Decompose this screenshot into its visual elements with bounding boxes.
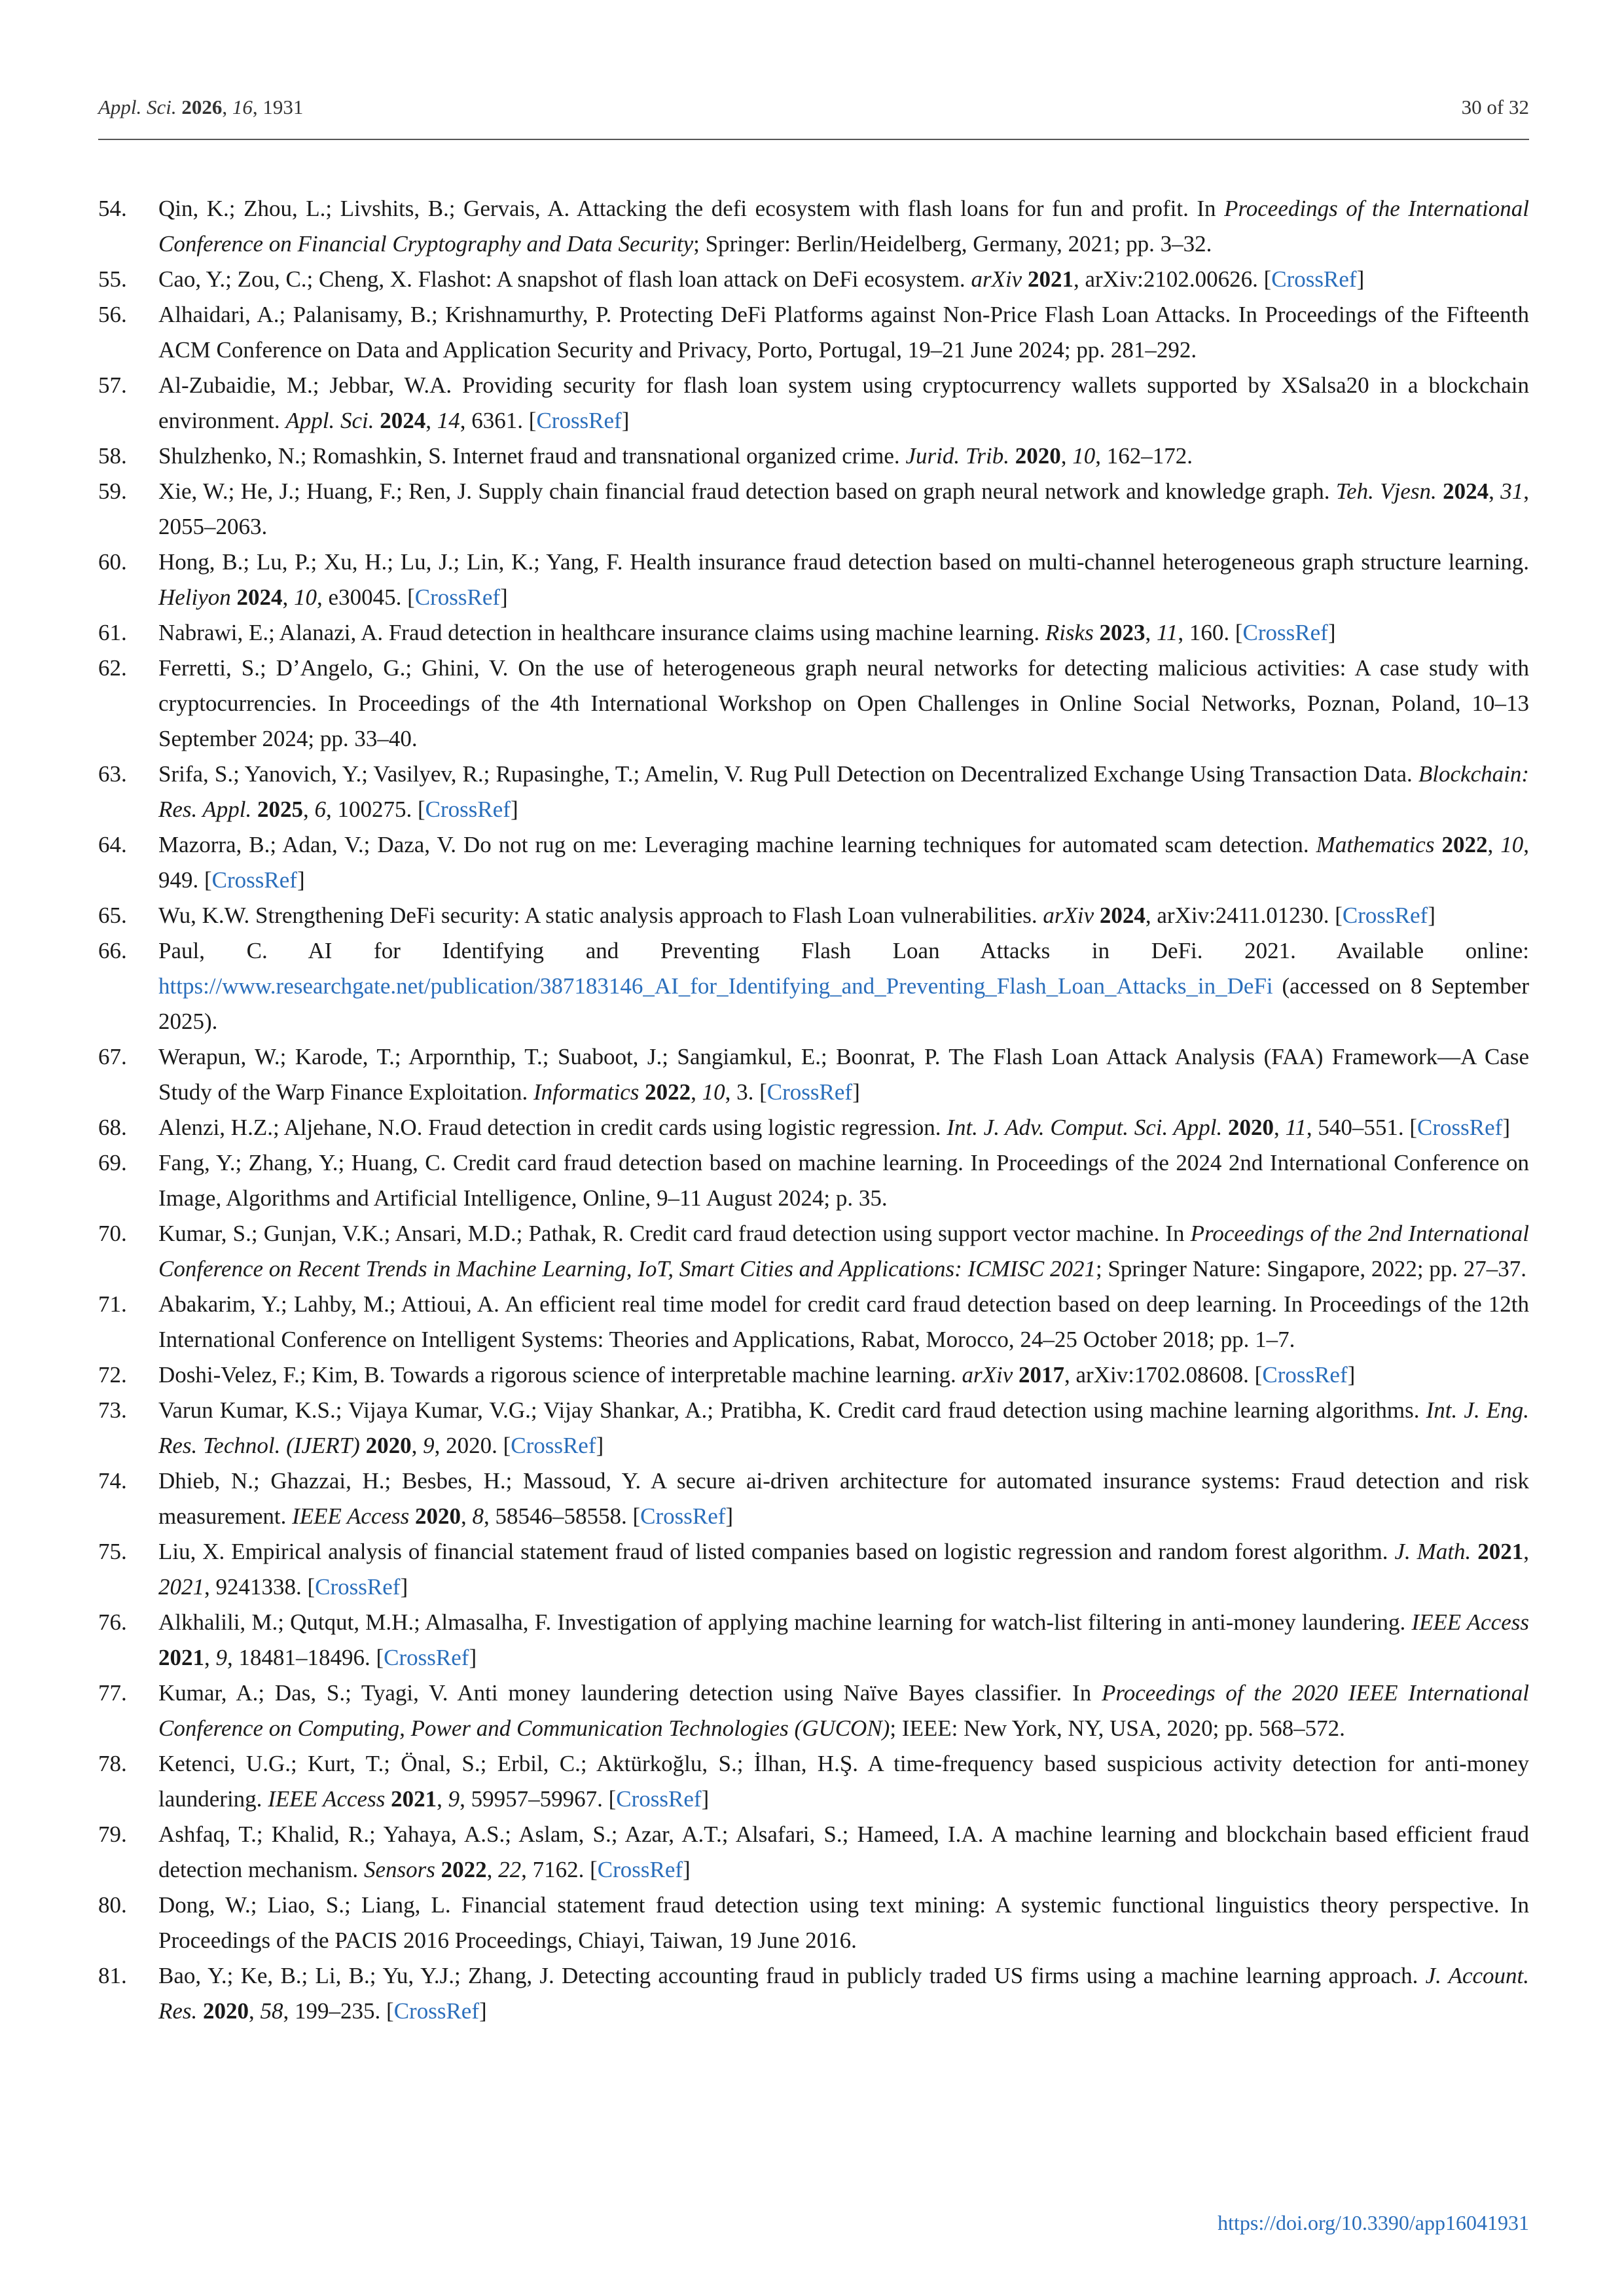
- reference-number: 58.: [98, 443, 127, 469]
- reference-item: [98, 1039, 1529, 1110]
- reference-link[interactable]: CrossRef: [393, 1998, 479, 2024]
- reference-text: ]: [701, 1786, 710, 1812]
- reference-link[interactable]: CrossRef: [511, 1433, 596, 1458]
- reference-italic-text: Blockchain: Res. Appl.: [158, 761, 1529, 822]
- reference-year: 2020: [414, 1503, 461, 1529]
- reference-item: [98, 439, 1529, 474]
- reference-year: 2021: [391, 1786, 437, 1812]
- reference-text: Cao, Y.; Zou, C.; Cheng, X. Flashot: A snapshot of flash loan attack on DeFi ecosystem.: [158, 266, 971, 292]
- reference-number: 76.: [98, 1609, 127, 1635]
- reference-text: [1022, 266, 1028, 292]
- reference-text: Ferretti, S.; D’Angelo, G.; Ghini, V. On the use of heterogeneous graph neural networks for detecting malicious activities: A case study with cryptocurrencies. In Proceedings of the 4th International Workshop on Open Challenges in Online Social Networks, Poznan, Poland, 10–13 September 2024; pp. 33–40.: [158, 655, 1529, 751]
- reference-text: , 540–551. [: [1306, 1115, 1418, 1140]
- reference-text: ]: [400, 1574, 408, 1600]
- reference-text: [1094, 903, 1100, 928]
- reference-item: [98, 1357, 1529, 1393]
- reference-text: [435, 1857, 441, 1882]
- reference-italic-text: Proceedings of the 2020 IEEE International Conference on Computing, Power and Communication Technologies (GUCON): [158, 1680, 1529, 1741]
- reference-text: ]: [1327, 620, 1336, 645]
- reference-year: 2022: [1441, 832, 1488, 857]
- reference-text: ]: [725, 1503, 734, 1529]
- reference-year: 2021: [158, 1645, 204, 1670]
- reference-italic-text: Int. J. Adv. Comput. Sci. Appl.: [947, 1115, 1223, 1140]
- reference-text: ]: [500, 584, 508, 610]
- reference-item: [98, 1393, 1529, 1463]
- reference-text: Al-Zubaidie, M.; Jebbar, W.A. Providing security for flash loan system using cryptocurrency wallets supported by XSalsa20 in a blockchain environment.: [158, 372, 1529, 433]
- reference-item: [98, 1817, 1529, 1888]
- reference-text: ,: [486, 1857, 499, 1882]
- reference-text: ,: [1273, 1115, 1286, 1140]
- reference-text: Ashfaq, T.; Khalid, R.; Yahaya, A.S.; Aslam, S.; Azar, A.T.; Alsafari, S.; Hameed, I.A. A machine learning and blockchain based efficient fraud detection mechanism.: [158, 1821, 1529, 1882]
- reference-italic-text: arXiv: [1043, 903, 1094, 928]
- reference-year: 2020: [365, 1433, 412, 1458]
- reference-item: [98, 615, 1529, 651]
- reference-text: , arXiv:1702.08608. [: [1064, 1362, 1263, 1388]
- reference-year: 2020: [1227, 1115, 1274, 1140]
- reference-italic-text: J. Math.: [1394, 1539, 1471, 1564]
- reference-number: 65.: [98, 903, 127, 928]
- reference-text: ,: [691, 1079, 702, 1105]
- reference-italic-text: IEEE Access: [1411, 1609, 1529, 1635]
- reference-number: 75.: [98, 1539, 127, 1564]
- reference-text: , 100275. [: [326, 797, 425, 822]
- reference-link[interactable]: CrossRef: [536, 408, 622, 433]
- reference-text: [360, 1433, 366, 1458]
- reference-link[interactable]: CrossRef: [767, 1079, 853, 1105]
- reference-text: [1434, 832, 1441, 857]
- reference-italic-text: 9: [215, 1645, 227, 1670]
- reference-text: Dong, W.; Liao, S.; Liang, L. Financial statement fraud detection using text mining: A systemic functional linguistics theory perspective. In Proceedings of the PACIS 2016 Proceedings, Chiayi, Taiwan, 19 June 2016.: [158, 1892, 1529, 1953]
- reference-text: , arXiv:2102.00626. [: [1073, 266, 1272, 292]
- reference-italic-text: 14: [437, 408, 460, 433]
- reference-link[interactable]: https://www.researchgate.net/publication/387183146_AI_for_Identifying_and_Preventing_Flash_Loan_Attacks_in_DeFi: [158, 973, 1273, 999]
- reference-link[interactable]: CrossRef: [1262, 1362, 1348, 1388]
- reference-text: Kumar, A.; Das, S.; Tyagi, V. Anti money laundering detection using Naïve Bayes classifier. In: [158, 1680, 1102, 1706]
- reference-text: , 9241338. [: [204, 1574, 316, 1600]
- reference-number: 69.: [98, 1150, 127, 1175]
- reference-italic-text: 2021: [158, 1574, 204, 1600]
- reference-italic-text: 22: [498, 1857, 522, 1882]
- reference-text: , 58546–58558. [: [483, 1503, 641, 1529]
- reference-link[interactable]: CrossRef: [414, 584, 501, 610]
- reference-number: 56.: [98, 302, 127, 327]
- reference-item: [98, 933, 1529, 1039]
- reference-text: Varun Kumar, K.S.; Vijaya Kumar, V.G.; Vijay Shankar, A.; Pratibha, K. Credit card fraud detection using machine learning algorithms.: [158, 1397, 1426, 1423]
- reference-text: ,: [411, 1433, 424, 1458]
- reference-text: ,: [425, 408, 437, 433]
- reference-italic-text: 10: [1500, 832, 1524, 857]
- reference-text: Xie, W.; He, J.; Huang, F.; Ren, J. Supply chain financial fraud detection based on graph neural network and knowledge graph.: [158, 478, 1336, 504]
- reference-italic-text: 10: [294, 584, 317, 610]
- reference-italic-text: 9: [448, 1786, 460, 1812]
- reference-italic-text: 58: [260, 1998, 283, 2024]
- reference-item: [98, 1216, 1529, 1287]
- reference-text: , 6361. [: [460, 408, 537, 433]
- reference-item: [98, 1958, 1529, 2029]
- reference-link[interactable]: CrossRef: [315, 1574, 401, 1600]
- reference-text: Fang, Y.; Zhang, Y.; Huang, C. Credit card fraud detection based on machine learning. In Proceedings of the 2024 2nd International Conference on Image, Algorithms and Artificial Intelligence, Online, 9–11 August 2024; p. 35.: [158, 1150, 1529, 1211]
- reference-text: Alenzi, H.Z.; Aljehane, N.O. Fraud detection in credit cards using logistic regression.: [158, 1115, 947, 1140]
- reference-item: [98, 1676, 1529, 1746]
- reference-text: Nabrawi, E.; Alanazi, A. Fraud detection in healthcare insurance claims using machine learning.: [158, 620, 1045, 645]
- reference-link[interactable]: CrossRef: [1417, 1115, 1503, 1140]
- reference-text: ,: [1487, 832, 1501, 857]
- reference-link[interactable]: CrossRef: [1271, 266, 1357, 292]
- reference-year: 2024: [236, 584, 283, 610]
- reference-text: ]: [469, 1645, 477, 1670]
- reference-number: 80.: [98, 1892, 127, 1918]
- reference-link[interactable]: CrossRef: [1242, 620, 1328, 645]
- reference-text: ,: [1060, 443, 1073, 469]
- reference-number: 59.: [98, 478, 127, 504]
- reference-item: [98, 651, 1529, 757]
- reference-item: [98, 898, 1529, 933]
- reference-text: ]: [1502, 1115, 1510, 1140]
- reference-text: Werapun, W.; Karode, T.; Arpornthip, T.; Suaboot, J.; Sangiamkul, E.; Boonrat, P. The Flash Loan Attack Analysis (FAA) Framework—A Case Study of the Warp Finance Exploitation.: [158, 1044, 1529, 1105]
- reference-text: [1437, 478, 1443, 504]
- reference-number: 55.: [98, 266, 127, 292]
- reference-text: , 2020. [: [434, 1433, 511, 1458]
- reference-italic-text: Proceedings of the International Conference on Financial Cryptography and Data Security: [158, 196, 1530, 257]
- reference-number: 70.: [98, 1221, 127, 1246]
- reference-item: [98, 1463, 1529, 1534]
- reference-text: [1222, 1115, 1228, 1140]
- reference-text: ]: [1428, 903, 1435, 928]
- reference-link[interactable]: CrossRef: [1342, 903, 1428, 928]
- reference-number: 79.: [98, 1821, 127, 1847]
- reference-text: Srifa, S.; Yanovich, Y.; Vasilyev, R.; Rupasinghe, T.; Amelin, V. Rug Pull Detection on Decentralized Exchange Using Transaction Data.: [158, 761, 1418, 787]
- reference-text: ,: [437, 1786, 448, 1812]
- reference-text: Shulzhenko, N.; Romashkin, S. Internet fraud and transnational organized crime.: [158, 443, 906, 469]
- reference-text: [1009, 443, 1015, 469]
- reference-item: [98, 368, 1529, 439]
- reference-text: ,: [303, 797, 315, 822]
- reference-link[interactable]: CrossRef: [425, 797, 511, 822]
- reference-year: 2023: [1099, 620, 1146, 645]
- reference-number: 57.: [98, 372, 127, 398]
- reference-text: , 7162. [: [521, 1857, 598, 1882]
- reference-italic-text: 11: [1156, 620, 1178, 645]
- reference-text: Liu, X. Empirical analysis of financial statement fraud of listed companies based on logistic regression and random forest algorithm.: [158, 1539, 1395, 1564]
- reference-text: Mazorra, B.; Adan, V.; Daza, V. Do not rug on me: Leveraging machine learning techniques for automated scam detection.: [158, 832, 1316, 857]
- reference-year: 2024: [1443, 478, 1489, 504]
- reference-number: 62.: [98, 655, 127, 681]
- reference-item: [98, 1110, 1529, 1145]
- reference-text: ,: [460, 1503, 473, 1529]
- reference-item: [98, 1888, 1529, 1958]
- journal-year: 2026: [181, 96, 223, 118]
- reference-text: ]: [1347, 1362, 1356, 1388]
- reference-text: ,: [249, 1998, 261, 2024]
- reference-link[interactable]: CrossRef: [211, 867, 297, 893]
- reference-text: , 3. [: [725, 1079, 767, 1105]
- reference-number: 74.: [98, 1468, 127, 1494]
- reference-italic-text: 11: [1285, 1115, 1307, 1140]
- reference-italic-text: arXiv: [962, 1362, 1013, 1388]
- reference-text: [1013, 1362, 1019, 1388]
- reference-text: [385, 1786, 391, 1812]
- reference-number: 72.: [98, 1362, 127, 1388]
- reference-item: [98, 191, 1529, 262]
- reference-item: [98, 1746, 1529, 1817]
- reference-number: 77.: [98, 1680, 127, 1706]
- reference-italic-text: Proceedings of the 2nd International Conference on Recent Trends in Machine Learning, IoT, Smart Cities and Applications: ICMISC 2021: [158, 1221, 1530, 1282]
- reference-text: ,: [1523, 1539, 1529, 1564]
- reference-number: 54.: [98, 196, 127, 221]
- reference-italic-text: 31: [1500, 478, 1524, 504]
- reference-text: [639, 1079, 645, 1105]
- reference-italic-text: IEEE Access: [292, 1503, 410, 1529]
- reference-link[interactable]: CrossRef: [384, 1645, 469, 1670]
- reference-text: , 160. [: [1178, 620, 1243, 645]
- reference-number: 73.: [98, 1397, 127, 1423]
- reference-number: 71.: [98, 1291, 127, 1317]
- reference-text: ]: [596, 1433, 604, 1458]
- doi-link[interactable]: https://doi.org/10.3390/app16041931: [1218, 2211, 1529, 2234]
- reference-year: 2020: [203, 1998, 249, 2024]
- reference-text: , 2055–2063.: [158, 478, 1530, 539]
- reference-italic-text: Sensors: [363, 1857, 435, 1882]
- reference-text: , 949. [: [158, 832, 1530, 893]
- reference-number: 81.: [98, 1963, 127, 1988]
- reference-number: 61.: [98, 620, 127, 645]
- reference-text: Hong, B.; Lu, P.; Xu, H.; Lu, J.; Lin, K.; Yang, F. Health insurance fraud detection based on multi-channel heterogeneous graph structure learning.: [158, 549, 1529, 575]
- reference-item: [98, 1145, 1529, 1216]
- reference-text: ,: [204, 1645, 216, 1670]
- reference-text: ]: [478, 1998, 487, 2024]
- reference-text: ]: [297, 867, 305, 893]
- reference-year: 2025: [257, 797, 304, 822]
- reference-year: 2024: [380, 408, 426, 433]
- reference-text: , e30045. [: [317, 584, 415, 610]
- reference-text: Kumar, S.; Gunjan, V.K.; Ansari, M.D.; Pathak, R. Credit card fraud detection using support vector machine. In: [158, 1221, 1191, 1246]
- reference-item: [98, 262, 1529, 297]
- reference-text: ; Springer Nature: Singapore, 2022; pp. 27–37.: [1095, 1256, 1527, 1282]
- reference-italic-text: 10: [702, 1079, 725, 1105]
- reference-italic-text: Heliyon: [158, 584, 231, 610]
- header-divider: [98, 139, 1529, 140]
- reference-text: ]: [683, 1857, 691, 1882]
- reference-text: ,: [1145, 620, 1157, 645]
- reference-italic-text: Int. J. Eng. Res. Technol. (IJERT): [158, 1397, 1529, 1458]
- reference-text: ]: [621, 408, 630, 433]
- reference-number: 78.: [98, 1751, 127, 1776]
- reference-text: , arXiv:2411.01230. [: [1145, 903, 1343, 928]
- reference-item: [98, 757, 1529, 827]
- reference-italic-text: 6: [314, 797, 327, 822]
- reference-italic-text: 10: [1072, 443, 1096, 469]
- reference-item: [98, 474, 1529, 545]
- reference-text: ,: [1489, 478, 1501, 504]
- reference-number: 67.: [98, 1044, 127, 1069]
- reference-year: 2017: [1019, 1362, 1065, 1388]
- reference-text: ; IEEE: New York, NY, USA, 2020; pp. 568–572.: [890, 1715, 1345, 1741]
- reference-text: Alhaidari, A.; Palanisamy, B.; Krishnamurthy, P. Protecting DeFi Platforms against Non-Price Flash Loan Attacks. In Proceedings of the Fifteenth ACM Conference on Data and Application Security and Privacy, Porto, Portugal, 19–21 June 2024; pp. 281–292.: [158, 302, 1529, 363]
- reference-link[interactable]: CrossRef: [640, 1503, 726, 1529]
- reference-italic-text: IEEE Access: [268, 1786, 386, 1812]
- reference-text: , 59957–59967. [: [460, 1786, 617, 1812]
- journal-volume: 16: [232, 96, 253, 118]
- reference-text: Alkhalili, M.; Qutqut, M.H.; Almasalha, F. Investigation of applying machine learning for watch-list filtering in anti-money laundering.: [158, 1609, 1412, 1635]
- reference-italic-text: Informatics: [533, 1079, 640, 1105]
- reference-text: [409, 1503, 415, 1529]
- reference-text: Abakarim, Y.; Lahby, M.; Attioui, A. An efficient real time model for credit card fraud detection based on deep learning. In Proceedings of the 12th International Conference on Intelligent Systems: Theories and Applications, Rabat, Morocco, 24–25 October 2018; pp. 1–7.: [158, 1291, 1529, 1352]
- reference-number: 66.: [98, 938, 127, 963]
- page-header: [98, 92, 1529, 124]
- reference-text: ]: [852, 1079, 860, 1105]
- reference-italic-text: Appl. Sci.: [285, 408, 374, 433]
- page-number: 30 of 32: [1461, 96, 1529, 118]
- reference-text: , 199–235. [: [283, 1998, 394, 2024]
- reference-text: [251, 797, 257, 822]
- reference-text: ,: [282, 584, 295, 610]
- reference-text: ]: [1356, 266, 1365, 292]
- reference-text: [231, 584, 237, 610]
- reference-item: [98, 545, 1529, 615]
- reference-year: 2024: [1099, 903, 1146, 928]
- reference-list: [98, 191, 1529, 2029]
- reference-year: 2021: [1477, 1539, 1524, 1564]
- reference-text: Dhieb, N.; Ghazzai, H.; Besbes, H.; Massoud, Y. A secure ai-driven architecture for automated insurance systems: Fraud detection and risk measurement.: [158, 1468, 1529, 1529]
- reference-italic-text: Teh. Vjesn.: [1335, 478, 1437, 504]
- reference-text: , 162–172.: [1095, 443, 1193, 469]
- reference-number: 60.: [98, 549, 127, 575]
- reference-link[interactable]: CrossRef: [597, 1857, 683, 1882]
- article-number: 1931: [262, 96, 304, 118]
- journal-citation: Appl. Sci. 2026, 16, 1931: [98, 96, 304, 118]
- reference-italic-text: Risks: [1045, 620, 1094, 645]
- reference-year: 2020: [1015, 443, 1061, 469]
- reference-item: [98, 1287, 1529, 1357]
- reference-year: 2022: [645, 1079, 691, 1105]
- reference-italic-text: J. Account. Res.: [158, 1963, 1529, 2024]
- reference-text: Ketenci, U.G.; Kurt, T.; Önal, S.; Erbil, C.; Aktürkoğlu, S.; İlhan, H.Ş. A time-frequency based suspicious activity detection for anti-money laundering.: [158, 1751, 1529, 1812]
- reference-italic-text: Mathematics: [1316, 832, 1435, 857]
- reference-text: Doshi-Velez, F.; Kim, B. Towards a rigorous science of interpretable machine learning.: [158, 1362, 962, 1388]
- reference-item: [98, 297, 1529, 368]
- reference-italic-text: 8: [472, 1503, 484, 1529]
- reference-italic-text: 9: [423, 1433, 435, 1458]
- reference-text: , 18481–18496. [: [227, 1645, 384, 1670]
- reference-italic-text: arXiv: [971, 266, 1022, 292]
- reference-text: Paul, C. AI for Identifying and Preventing Flash Loan Attacks in DeFi. 2021. Available online:: [158, 938, 1529, 963]
- reference-number: 68.: [98, 1115, 127, 1140]
- reference-year: 2022: [441, 1857, 487, 1882]
- reference-number: 63.: [98, 761, 127, 787]
- reference-italic-text: Jurid. Trib.: [905, 443, 1009, 469]
- reference-item: [98, 1534, 1529, 1605]
- reference-text: (accessed on 8 September 2025).: [158, 973, 1529, 1034]
- journal-abbrev: Appl. Sci.: [98, 96, 177, 118]
- reference-number: 64.: [98, 832, 127, 857]
- reference-text: Qin, K.; Zhou, L.; Livshits, B.; Gervais, A. Attacking the defi ecosystem with flash loans for fun and profit. In: [158, 196, 1225, 221]
- reference-text: [197, 1998, 203, 2024]
- reference-text: ]: [510, 797, 518, 822]
- reference-text: [1471, 1539, 1477, 1564]
- reference-text: Wu, K.W. Strengthening DeFi security: A static analysis approach to Flash Loan vulnerabilities.: [158, 903, 1043, 928]
- reference-year: 2021: [1027, 266, 1074, 292]
- reference-text: Bao, Y.; Ke, B.; Li, B.; Yu, Y.J.; Zhang, J. Detecting accounting fraud in publicly traded US firms using a machine learning approach.: [158, 1963, 1426, 1988]
- reference-item: [98, 1605, 1529, 1676]
- reference-item: [98, 827, 1529, 898]
- reference-link[interactable]: CrossRef: [616, 1786, 702, 1812]
- reference-text: [374, 408, 380, 433]
- reference-text: ; Springer: Berlin/Heidelberg, Germany, 2021; pp. 3–32.: [693, 231, 1212, 257]
